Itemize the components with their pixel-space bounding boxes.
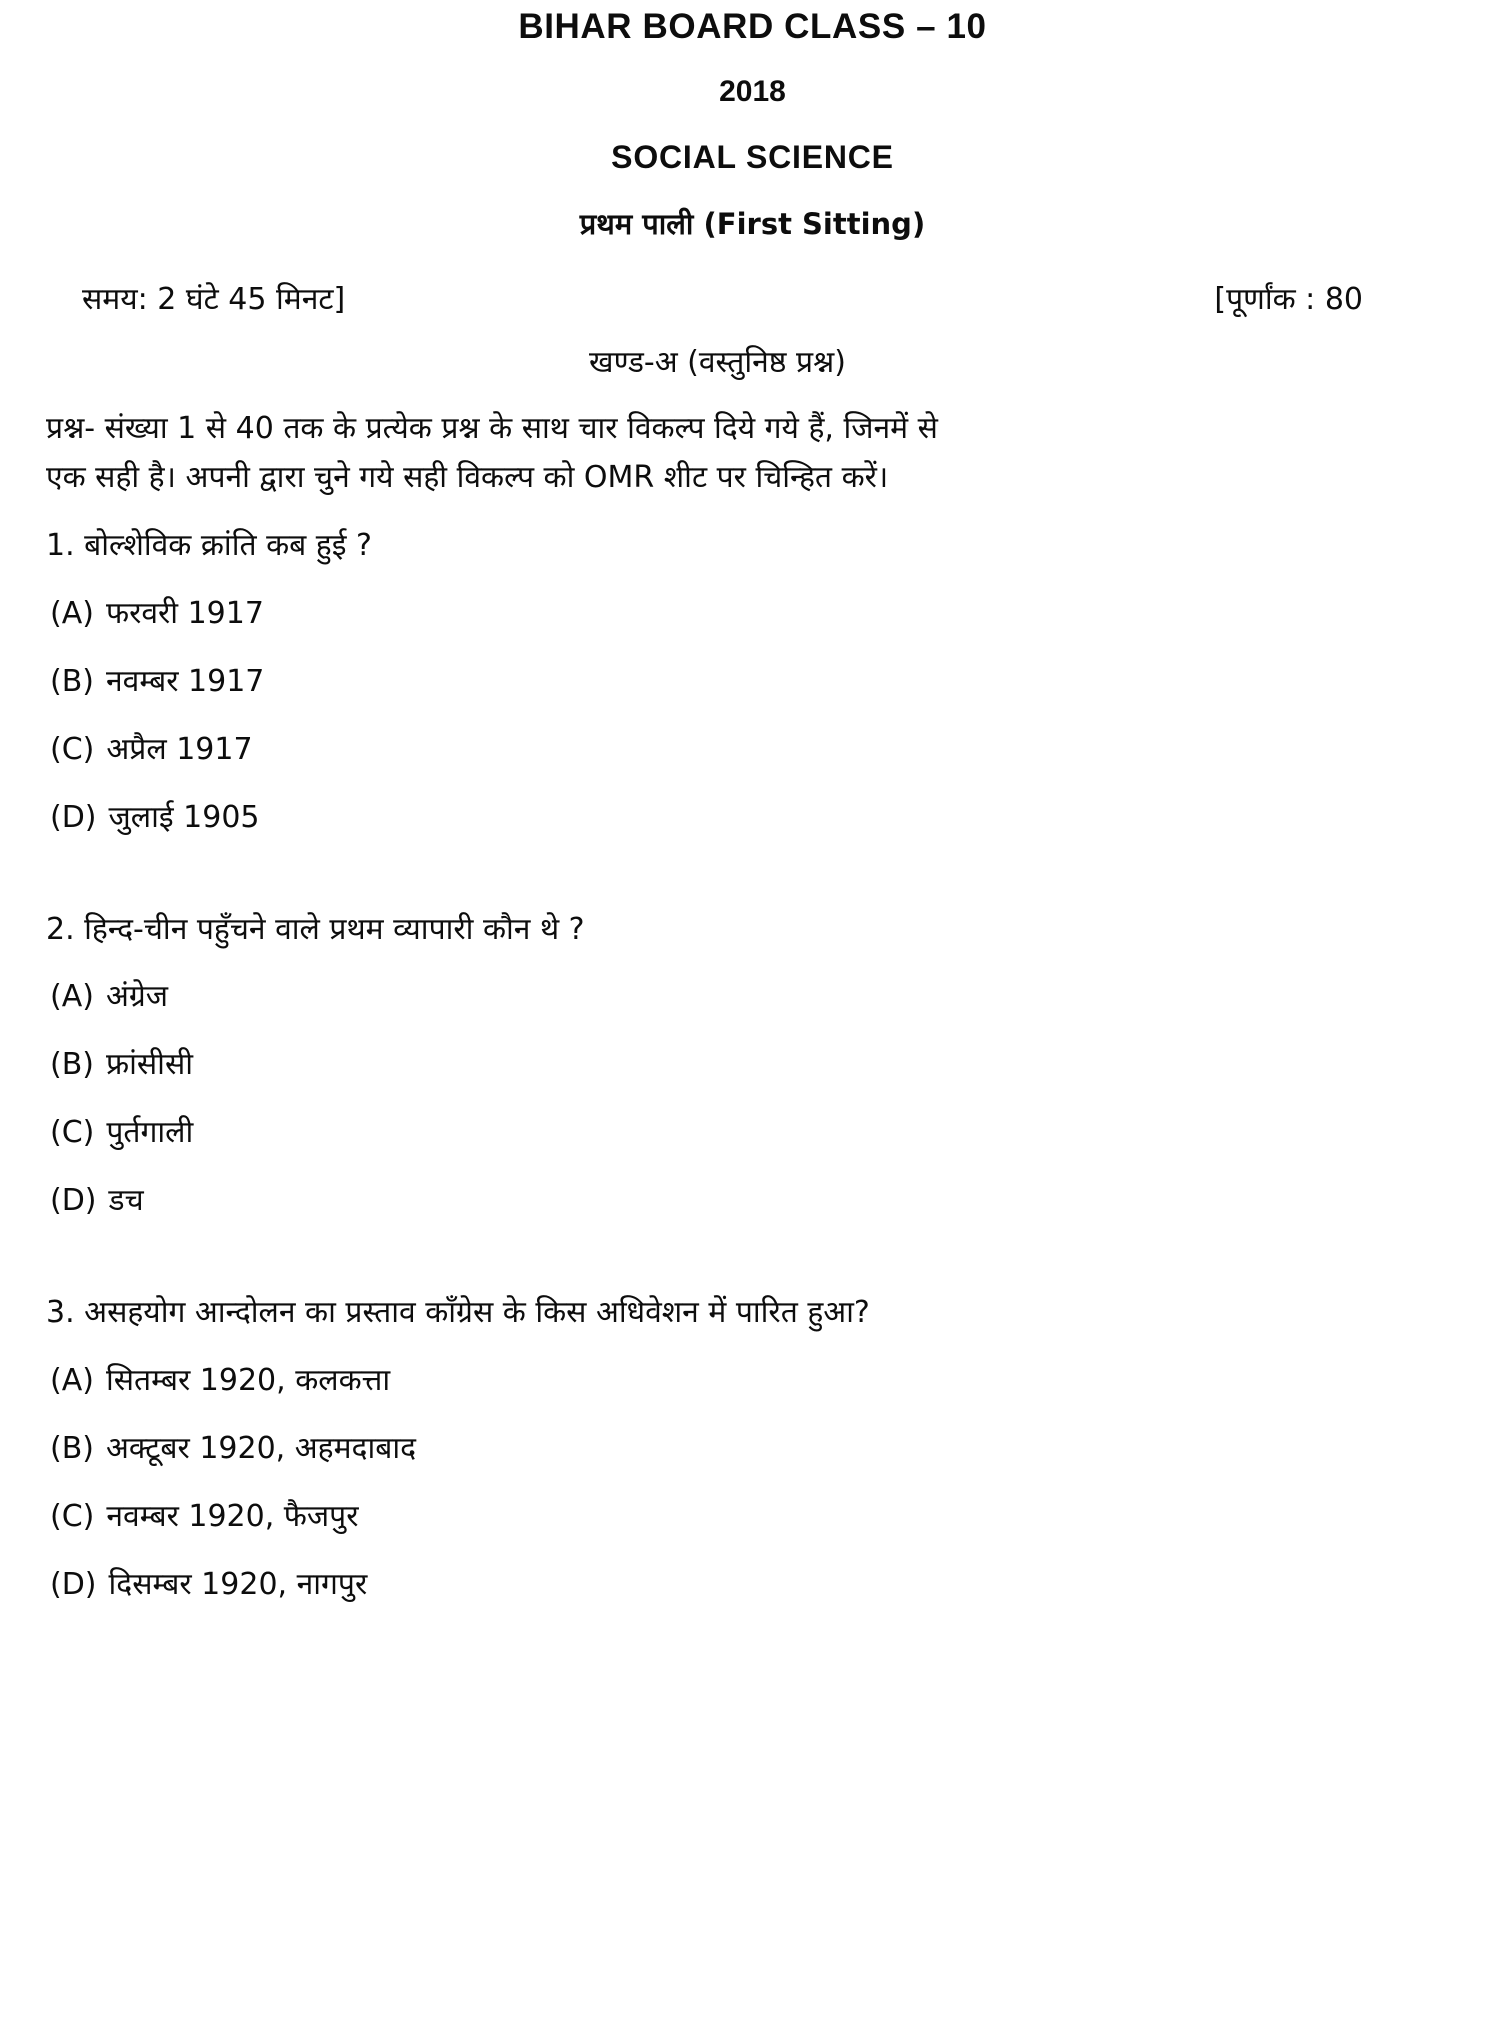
option-item[interactable] bbox=[46, 1099, 1459, 1167]
question-text: 3. असहयोग आन्दोलन का प्रस्ताव काँग्रेस के किस अधिवेशन में पारित हुआ? bbox=[46, 1295, 870, 1331]
question-text: 2. हिन्द-चीन पहुँचने वाले प्रथम व्यापारी कौन थे ? bbox=[46, 911, 585, 947]
option-label: (B) bbox=[50, 1047, 94, 1083]
option-list bbox=[46, 963, 1459, 1235]
option-label: (D) bbox=[50, 1183, 97, 1219]
option-item[interactable] bbox=[46, 716, 1459, 784]
option-text: अक्टूबर 1920, अहमदाबाद bbox=[106, 1430, 417, 1466]
option-label: (A) bbox=[50, 979, 94, 1015]
question-block bbox=[46, 1291, 1459, 1619]
exam-instructions bbox=[46, 381, 1459, 502]
exam-sitting: प्रथम पाली (First Sitting) bbox=[579, 207, 926, 242]
option-label: (C) bbox=[50, 731, 95, 767]
exam-subject: SOCIAL SCIENCE bbox=[611, 139, 894, 175]
option-label: (D) bbox=[50, 799, 97, 835]
option-label: (C) bbox=[50, 1498, 95, 1534]
option-label: (A) bbox=[50, 595, 94, 631]
option-text: अप्रैल 1917 bbox=[106, 731, 253, 767]
option-text: नवम्बर 1920, फैजपुर bbox=[106, 1498, 359, 1534]
option-text: फरवरी 1917 bbox=[105, 595, 264, 631]
question-list bbox=[46, 502, 1459, 1619]
option-item[interactable] bbox=[46, 784, 1459, 852]
option-item[interactable] bbox=[46, 963, 1459, 1031]
question-block bbox=[46, 908, 1459, 1236]
exam-year: 2018 bbox=[719, 75, 786, 108]
option-text: डच bbox=[108, 1183, 144, 1219]
option-item[interactable] bbox=[46, 1167, 1459, 1235]
option-label: (B) bbox=[50, 663, 94, 699]
option-list bbox=[46, 1347, 1459, 1619]
option-label: (C) bbox=[50, 1115, 95, 1151]
option-text: अंग्रेज bbox=[105, 979, 169, 1015]
exam-full-marks: [पूर्णांक : 80 bbox=[1214, 281, 1363, 317]
option-label: (D) bbox=[50, 1566, 97, 1602]
option-item[interactable] bbox=[46, 1415, 1459, 1483]
exam-time-allowed: समय: 2 घंटे 45 मिनट] bbox=[82, 281, 346, 317]
option-item[interactable] bbox=[46, 1347, 1459, 1415]
option-text: दिसम्बर 1920, नागपुर bbox=[108, 1566, 368, 1602]
option-text: सितम्बर 1920, कलकत्ता bbox=[105, 1362, 391, 1398]
instruction-line-1: प्रश्न- संख्या 1 से 40 तक के प्रत्येक प्रश्न के साथ चार विकल्प दिये गये हैं, जिनमें से bbox=[46, 411, 938, 447]
option-list bbox=[46, 580, 1459, 852]
exam-board-title: BIHAR BOARD CLASS – 10 bbox=[518, 7, 987, 46]
section-heading-objective: खण्ड-अ (वस्तुनिष्ठ प्रश्न) bbox=[589, 344, 846, 380]
option-label: (B) bbox=[50, 1430, 94, 1466]
exam-meta-row bbox=[46, 243, 1459, 318]
instruction-line-2: एक सही है। अपनी द्वारा चुने गये सही विकल्प को OMR शीट पर चिन्हित करें। bbox=[46, 459, 889, 495]
option-text: फ्रांसीसी bbox=[106, 1047, 193, 1083]
option-text: जुलाई 1905 bbox=[108, 799, 260, 835]
option-item[interactable] bbox=[46, 580, 1459, 648]
option-item[interactable] bbox=[46, 648, 1459, 716]
option-text: पुर्तगाली bbox=[106, 1115, 194, 1151]
question-text: 1. बोल्शेविक क्रांति कब हुई ? bbox=[46, 528, 372, 564]
option-item[interactable] bbox=[46, 1551, 1459, 1619]
option-item[interactable] bbox=[46, 1031, 1459, 1099]
option-text: नवम्बर 1917 bbox=[106, 663, 265, 699]
option-label: (A) bbox=[50, 1362, 94, 1398]
question-block bbox=[46, 524, 1459, 852]
option-item[interactable] bbox=[46, 1483, 1459, 1551]
